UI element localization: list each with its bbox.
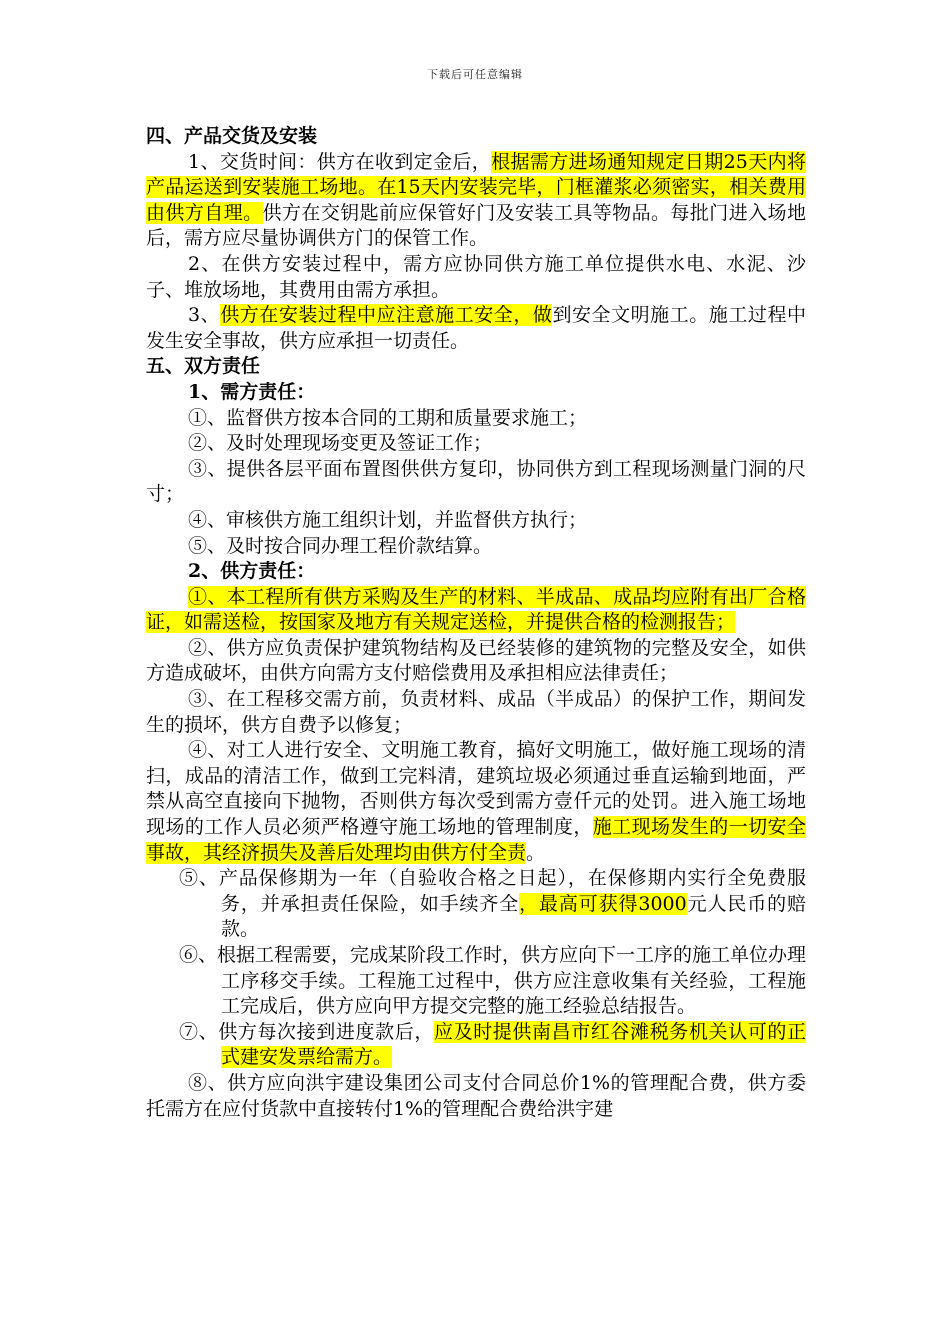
text-run: 到安全文明施工。施工过程中发生安全事故，供方应承担一切责任。 bbox=[146, 304, 806, 352]
highlighted-text: 施工现场发生的一切安全事故，其经济损失及善后处理均由供方付全责 bbox=[146, 816, 806, 864]
section-5-title: 五、双方责任 bbox=[146, 355, 261, 378]
document-body bbox=[146, 124, 806, 1122]
sec4-paragraph-3 bbox=[146, 303, 806, 354]
highlighted-text: ①、本工程所有供方采购及生产的材料、半成品、成品均应附有出厂合格证，如需送检，按国家及地方有关规定送检，并提供合格的检测报告； bbox=[146, 585, 806, 634]
text-run: 元人民币的赔款。 bbox=[221, 892, 806, 941]
section-4-title: 四、产品交货及安装 bbox=[146, 125, 318, 147]
buyer-item: ①、监督供方按本合同的工期和质量要求施工； bbox=[188, 406, 588, 429]
text-run: ④、对工人进行安全、文明施工教育，搞好文明施工，做好施工现场的清扫，成品的清洁工作，做到工完料清，建筑垃圾必须通过垂直运输到地面，严禁从高空直接向下抛物，否则供方每次受到需方壹仟元的处罚。进入施工场地现场的工作人员必须严格遵守施工场地的管理制度， bbox=[146, 739, 806, 839]
supplier-item-1 bbox=[146, 585, 806, 636]
buyer-item: ②、及时处理现场变更及签证工作； bbox=[188, 432, 493, 455]
highlighted-text: ，最高可获得3000 bbox=[519, 892, 687, 915]
text-run: 3、 bbox=[188, 304, 221, 327]
text-run: ⑤、产品保修期为一年（自验收合格之日起），在保修期内实行全免费服务，并承担责任保险，如手续齐全 bbox=[179, 867, 806, 915]
supplier-item-4 bbox=[146, 738, 806, 866]
supplier-item-8: ⑧、供方应向洪宇建设集团公司支付合同总价1%的管理配合费，供方委托需方在应付货款中直接转付1%的管理配合费给洪宇建 bbox=[146, 1071, 806, 1120]
buyer-item: ⑤、及时按合同办理工程价款结算。 bbox=[188, 534, 493, 557]
highlighted-text: 供方在安装过程中应注意施工安全，做 bbox=[220, 304, 553, 327]
highlighted-text: 应及时提供南昌市红谷滩税务机关认可的正式建安发票给需方。 bbox=[221, 1020, 806, 1069]
supplier-item-3: ③、在工程移交需方前，负责材料、成品（半成品）的保护工作，期间发生的损坏，供方自费予以修复； bbox=[146, 688, 806, 736]
sec4-paragraph-2: 2、在供方安装过程中，需方应协同供方施工单位提供水电、水泥、沙子、堆放场地，其费用由需方承担。 bbox=[146, 252, 806, 301]
supplier-item-2: ②、供方应负责保护建筑物结构及已经装修的建筑物的完整及安全，如供方造成破坏，由供方向需方支付赔偿费用及承担相应法律责任； bbox=[146, 636, 806, 685]
supplier-item-7 bbox=[146, 1020, 806, 1071]
buyer-item: ④、审核供方施工组织计划，并监督供方执行； bbox=[188, 508, 588, 531]
supplier-item-6: ⑥、根据工程需要，完成某阶段工作时，供方应向下一工序的施工单位办理工序移交手续。工程施工过程中，供方应注意收集有关经验，工程施工完成后，供方应向甲方提交完整的施工经验总结报告。 bbox=[179, 944, 807, 1018]
text-run: 。 bbox=[526, 841, 546, 864]
text-run: 供方在交钥匙前应保管好门及安装工具等物品。每批门进入场地后，需方应尽量协调供方门的保管工作。 bbox=[146, 201, 806, 250]
supplier-item-5 bbox=[146, 866, 806, 943]
text-run: ⑦、供方每次接到进度款后， bbox=[179, 1020, 434, 1043]
sec4-paragraph-1 bbox=[146, 150, 806, 252]
text-run: 1、交货时间：供方在收到定金后， bbox=[188, 150, 492, 173]
page-header: 下载后可任意编辑 bbox=[427, 68, 523, 81]
buyer-responsibility-title: 1、需方责任： bbox=[188, 380, 316, 403]
buyer-item: ③、提供各层平面布置图供供方复印，协同供方到工程现场测量门洞的尺寸； bbox=[146, 457, 806, 506]
highlighted-text: 根据需方进场通知规定日期25天内将产品运送到安装施工场地。在15天内安装完毕，门框灌浆必须密实，相关费用由供方自理。 bbox=[146, 150, 806, 224]
supplier-responsibility-title: 2、供方责任： bbox=[188, 560, 316, 583]
